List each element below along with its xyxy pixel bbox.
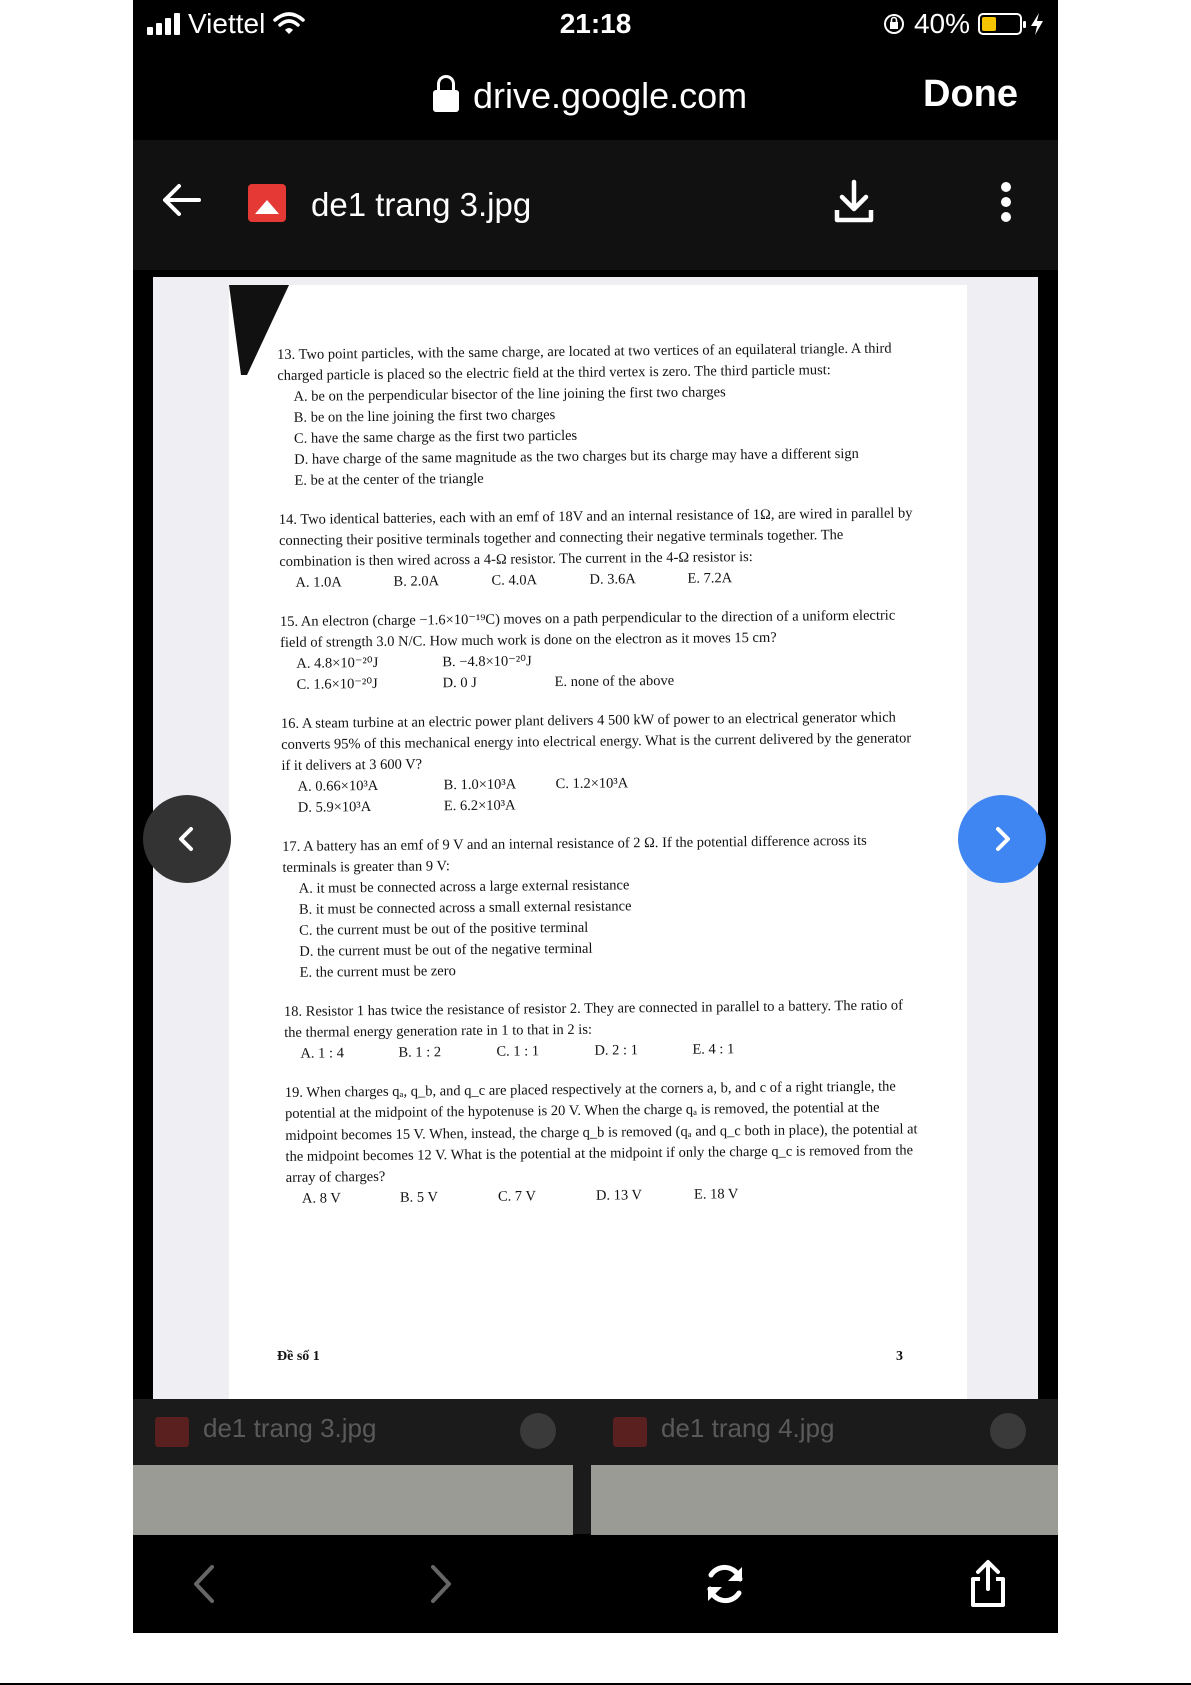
browser-toolbar xyxy=(133,1535,1058,1633)
refresh-icon[interactable] xyxy=(700,1559,750,1609)
answer-option: E. 7.2A xyxy=(687,570,733,587)
answer-option: A. be on the perpendicular bisector of the line joining the first two charges xyxy=(293,384,726,405)
thumbnail-strip xyxy=(133,1399,1058,1534)
thumb-title-1[interactable]: de1 trang 3.jpg xyxy=(203,1413,377,1443)
answer-option: D. 5.9×10³A xyxy=(297,799,372,817)
answer-option: D. have charge of the same magnitude as the two charges but its charge may have a different sign xyxy=(294,445,859,468)
answer-option: E. 6.2×10³A xyxy=(443,797,516,815)
exam-code: Đề số 1 xyxy=(277,1349,320,1364)
answer-option: B. −4.8×10⁻²⁰J xyxy=(442,653,532,671)
answer-option: D. 2 : 1 xyxy=(594,1042,638,1060)
thumb-image-icon xyxy=(613,1417,647,1447)
thumb-preview-1[interactable] xyxy=(133,1465,573,1535)
answer-option: C. 1.2×10³A xyxy=(555,775,629,793)
next-image-button[interactable] xyxy=(958,795,1046,883)
url-text: drive.google.com xyxy=(473,75,748,116)
question-stem: 14. Two identical batteries, each with an emf of 18V and an internal resistance of 1Ω, are wired in parallel by connecting their positive terminals together and connecting their negative terminals together. The combination is then wired across a 4-Ω resistor. The current in the 4-Ω resistor is: xyxy=(278,505,913,571)
arrow-left-icon[interactable] xyxy=(159,178,203,222)
answer-option: B. 1 : 2 xyxy=(398,1044,442,1062)
carrier-label: Viettel xyxy=(188,8,266,39)
answer-option: E. the current must be zero xyxy=(299,963,456,982)
thumb-preview-2[interactable] xyxy=(591,1465,1058,1535)
file-title: de1 trang 3.jpg xyxy=(311,186,532,223)
answer-option: B. be on the line joining the first two charges xyxy=(293,407,556,426)
share-icon[interactable] xyxy=(963,1559,1013,1609)
url-display[interactable] xyxy=(433,75,747,117)
question-list xyxy=(277,338,926,1227)
done-button[interactable]: Done xyxy=(923,73,1018,115)
answer-option: C. 7 V xyxy=(497,1187,537,1205)
question-15 xyxy=(280,605,921,696)
phone-screen xyxy=(133,0,1058,1633)
question-19 xyxy=(285,1077,926,1210)
answer-option: D. 0 J xyxy=(442,675,477,692)
thumb-title-2[interactable]: de1 trang 4.jpg xyxy=(661,1413,835,1443)
answer-option: C. the current must be out of the positive terminal xyxy=(299,920,589,940)
chevron-left-icon xyxy=(172,824,202,854)
charging-icon xyxy=(1030,12,1044,36)
battery-icon xyxy=(978,13,1022,35)
clock: 21:18 xyxy=(559,8,632,39)
answer-option: D. the current must be out of the negative terminal xyxy=(299,941,593,961)
question-stem: 13. Two point particles, with the same charge, are located at two vertices of an equilateral triangle. A third charged particle is placed so the electric field at the third vertex is zero. The third particle must: xyxy=(277,340,892,385)
answer-option: A. 1 : 4 xyxy=(300,1045,345,1063)
answer-option: D. 13 V xyxy=(595,1186,643,1204)
forward-chevron-icon[interactable] xyxy=(415,1559,465,1609)
answer-option: B. 5 V xyxy=(399,1188,439,1206)
answer-option: A. 1.0A xyxy=(295,574,342,591)
answer-option: C. have the same charge as the first two particles xyxy=(293,427,578,447)
question-stem: 17. A battery has an emf of 9 V and an internal resistance of 2 Ω. If the potential difference across its terminals is greater than 9 V: xyxy=(282,833,867,877)
answer-option: E. be at the center of the triangle xyxy=(294,470,484,489)
thumb-info-icon[interactable] xyxy=(520,1413,556,1449)
question-stem: 15. An electron (charge −1.6×10⁻¹⁹C) moves on a path perpendicular to the direction of a uniform electric field of strength 3.0 N/C. How much work is done on the electron as it moves 15 cm? xyxy=(279,607,896,652)
answer-option: C. 1.6×10⁻²⁰J xyxy=(296,676,378,694)
answer-option: C. 1 : 1 xyxy=(496,1043,540,1061)
thumb-image-icon xyxy=(155,1417,189,1447)
image-file-icon xyxy=(248,184,286,222)
answer-option: E. none of the above xyxy=(554,673,675,691)
answer-option: A. 8 V xyxy=(301,1189,341,1207)
more-vert-icon[interactable] xyxy=(998,182,1014,222)
battery-percent: 40% xyxy=(913,8,970,39)
question-16 xyxy=(281,708,922,820)
thumb-info-icon[interactable] xyxy=(990,1413,1026,1449)
orientation-lock-icon xyxy=(882,12,906,36)
answer-option: C. 4.0A xyxy=(491,572,538,589)
question-18 xyxy=(284,996,925,1066)
browser-url-bar xyxy=(133,55,1058,135)
question-stem: 19. When charges qₐ, q_b, and q_c are placed respectively at the corners a, b, and c of a right triangle, the potential at the midpoint of the hypotenuse is 20 V. When the charge qₐ is removed, the potential at the midpoint becomes 15 V. When, instead, the charge q_b is removed (qₐ and q_c both in place), the potential at the midpoint becomes 12 V. What is the potential at the midpoint if only the charge q_c is removed from the array of charges? xyxy=(284,1079,918,1186)
drive-header xyxy=(133,140,1058,270)
answer-option: B. 2.0A xyxy=(393,573,440,590)
page-number: 3 xyxy=(896,1349,903,1364)
answer-option: B. 1.0×10³A xyxy=(443,776,517,794)
lock-icon xyxy=(433,90,459,112)
answer-option: D. 3.6A xyxy=(589,571,636,588)
question-stem: 16. A steam turbine at an electric power plant delivers 4 500 kW of power to an electrical generator which converts 95% of this mechanical energy into electrical energy. What is the current delivered by the generator if it delivers at 3 600 V? xyxy=(280,709,912,775)
battery-fill xyxy=(982,17,996,31)
back-chevron-icon[interactable] xyxy=(180,1559,230,1609)
answer-option: E. 18 V xyxy=(693,1185,739,1203)
answer-option: A. 4.8×10⁻²⁰J xyxy=(296,655,379,673)
status-right xyxy=(882,8,1044,40)
answer-option: B. it must be connected across a small external resistance xyxy=(298,898,632,919)
question-13 xyxy=(277,338,919,492)
answer-option: A. 0.66×10³A xyxy=(297,778,379,796)
question-17 xyxy=(282,831,924,985)
answer-option: E. 4 : 1 xyxy=(692,1041,735,1059)
question-stem: 18. Resistor 1 has twice the resistance of resistor 2. They are connected in parallel to a battery. The ratio of the thermal energy generation rate in 1 to that in 2 is: xyxy=(283,997,904,1042)
answer-option: A. it must be connected across a large external resistance xyxy=(298,877,630,898)
exam-page xyxy=(229,285,967,1399)
download-icon[interactable] xyxy=(833,178,875,224)
question-14 xyxy=(279,503,920,594)
status-bar xyxy=(133,0,1058,50)
image-viewer[interactable] xyxy=(153,277,1038,1399)
chevron-right-icon xyxy=(987,824,1017,854)
previous-image-button[interactable] xyxy=(143,795,231,883)
